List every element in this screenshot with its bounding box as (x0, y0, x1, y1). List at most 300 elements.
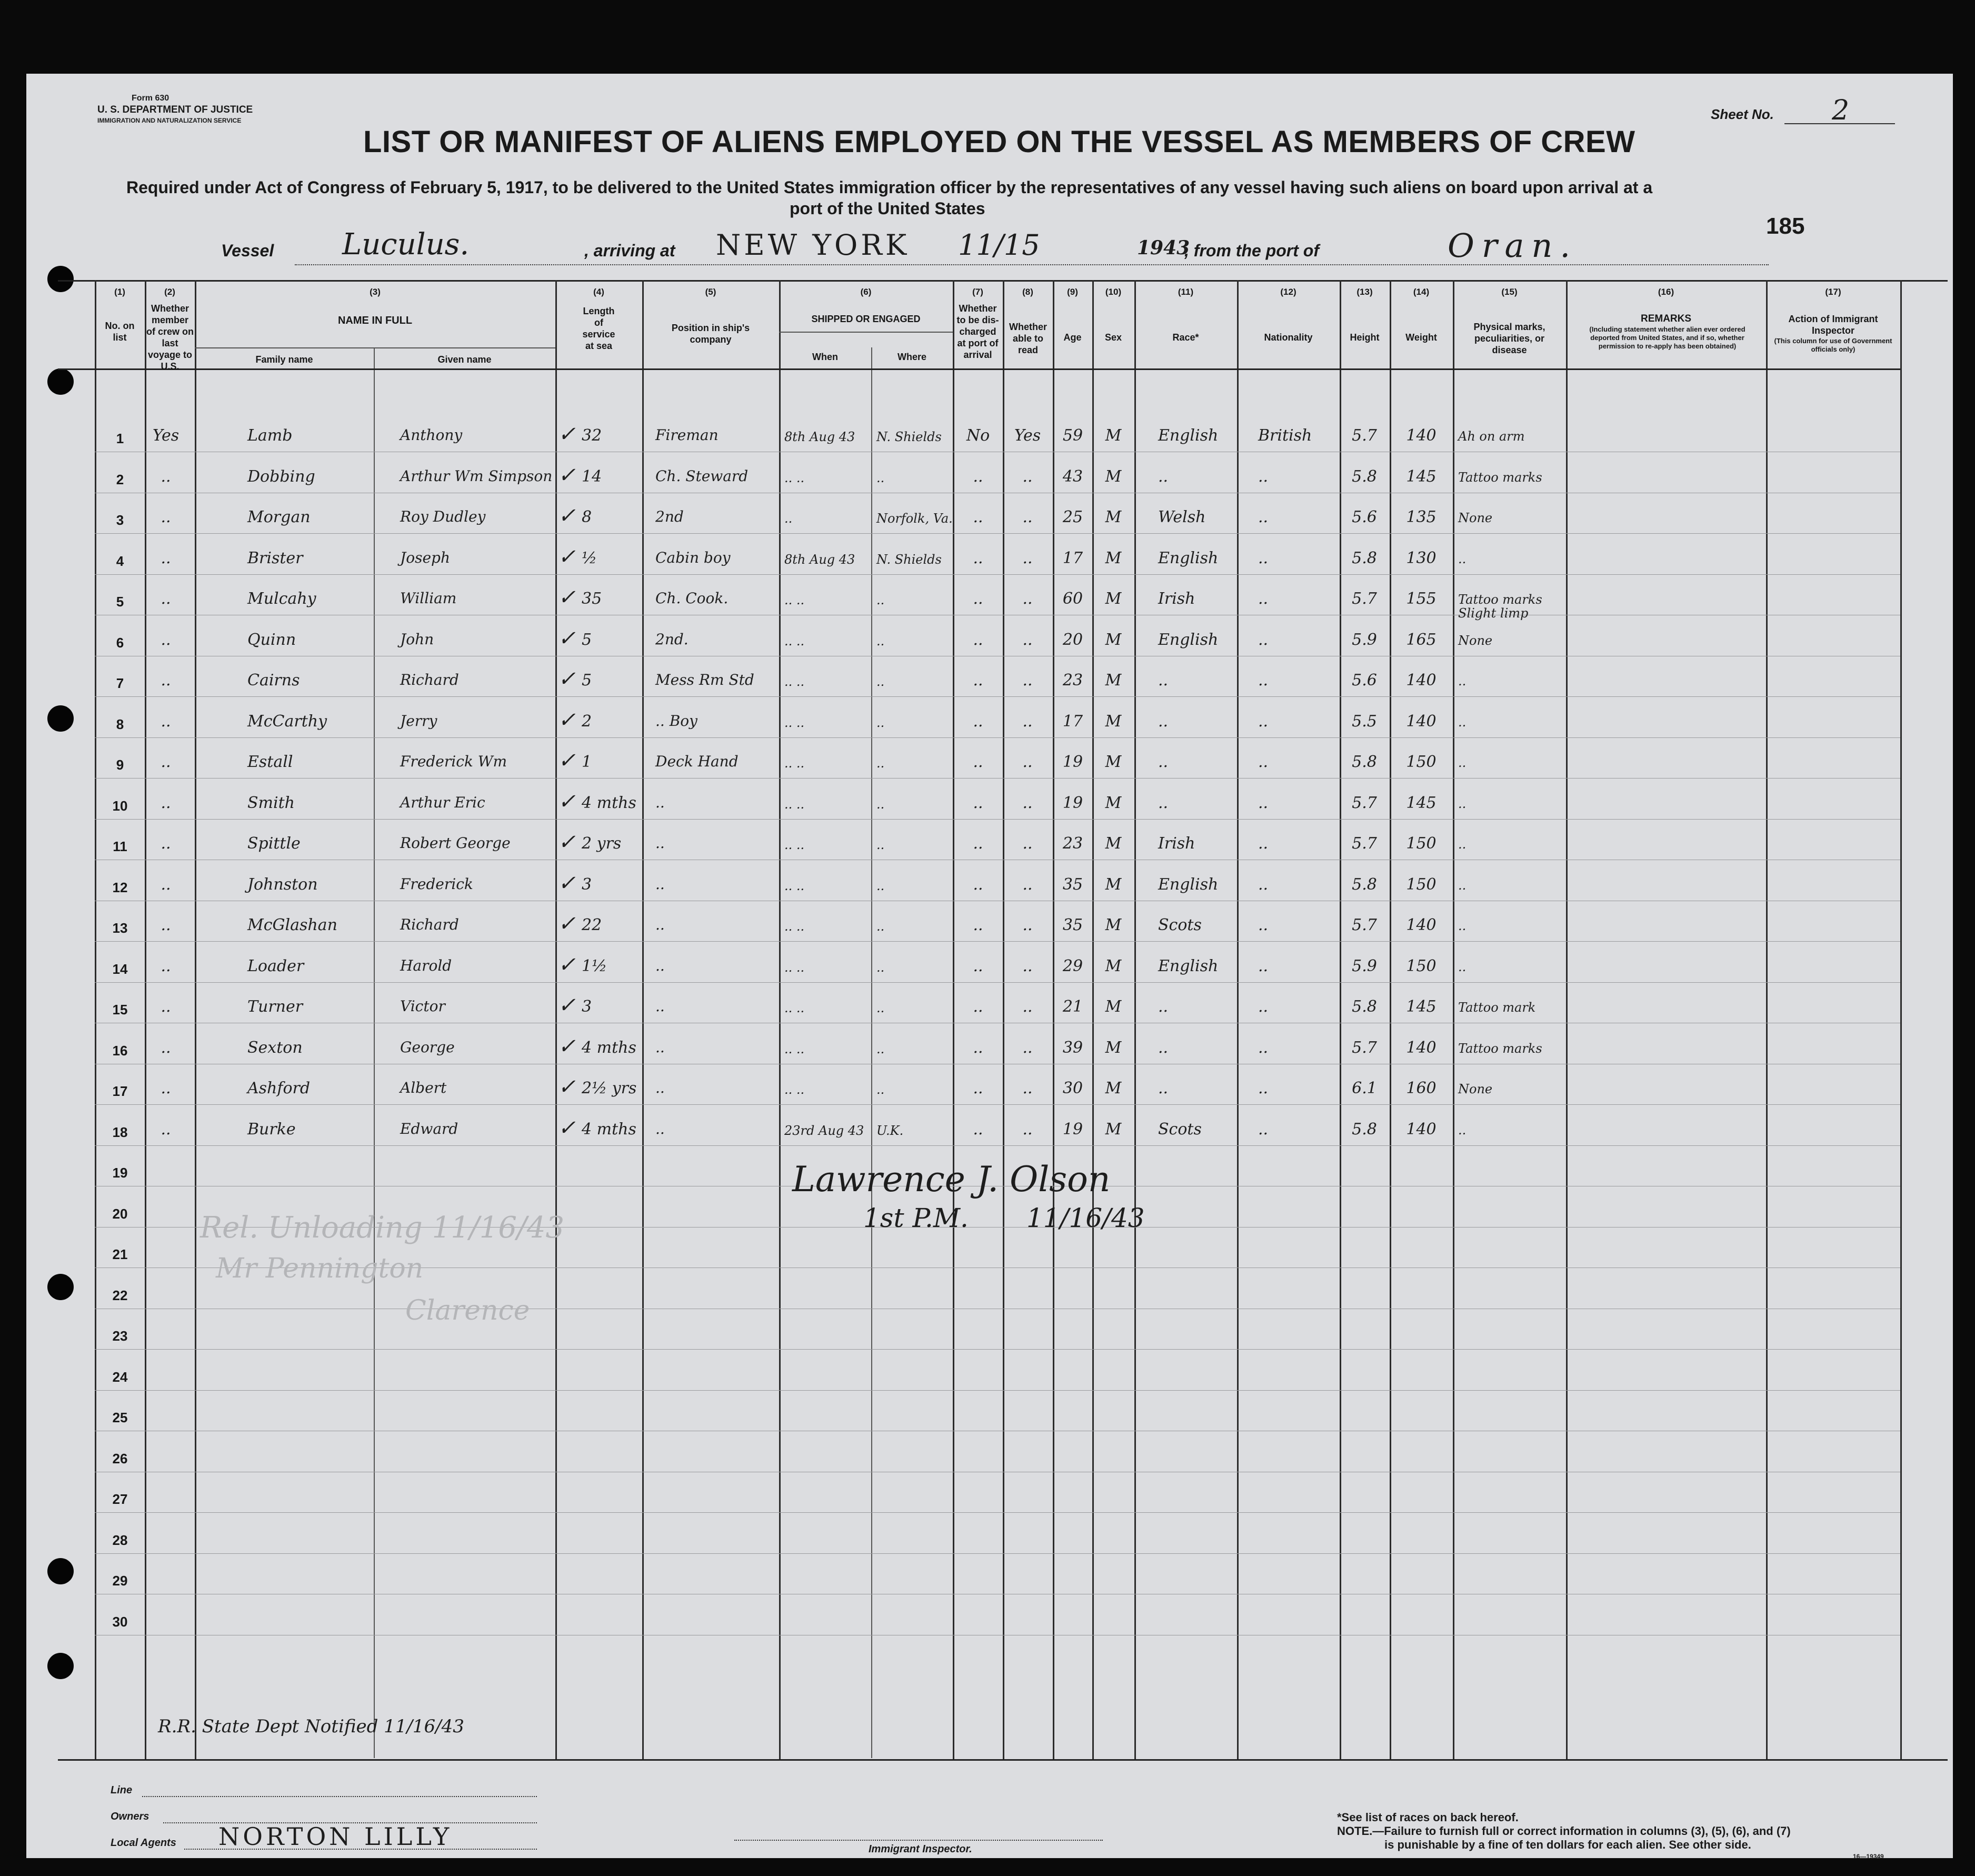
row-shipped-when: .. .. (784, 593, 805, 607)
row-able-to-read: .. (1022, 875, 1033, 894)
row-discharged: .. (973, 590, 983, 608)
subtitle-line-2: port of the United States (790, 199, 985, 218)
row-able-to-read: .. (1022, 753, 1033, 771)
row-shipped-when: .. .. (784, 919, 805, 934)
faded-note-line-3: Clarence (405, 1295, 530, 1326)
check-mark-icon: ✓ (558, 504, 576, 528)
row-age: 60 (1062, 590, 1083, 608)
row-last-voyage: .. (161, 467, 171, 486)
row-given-name: Anthony (400, 426, 463, 444)
row-given-name: Joseph (400, 548, 450, 566)
row-given-name: Albert (400, 1079, 447, 1096)
col-header-given-name: Given name (437, 354, 492, 365)
row-position: Ch. Cook. (655, 590, 729, 607)
row-last-voyage: .. (161, 590, 171, 608)
check-mark-icon: ✓ (558, 707, 576, 732)
col-header-no-on-list: No. on list (105, 321, 135, 343)
row-physical-marks: .. (1458, 674, 1467, 688)
row-shipped-when: .. .. (784, 960, 805, 975)
row-last-voyage: .. (161, 834, 171, 853)
row-age: 59 (1062, 426, 1083, 445)
row-age: 35 (1062, 875, 1083, 894)
row-age: 19 (1062, 793, 1083, 812)
row-shipped-when: 23rd Aug 43 (784, 1123, 864, 1138)
row-nationality: .. (1258, 1038, 1269, 1057)
row-shipped-where: .. (876, 470, 885, 485)
row-nationality: .. (1258, 548, 1269, 567)
row-physical-marks: .. (1458, 714, 1467, 730)
row-nationality: .. (1258, 916, 1269, 934)
row-height: 5.7 (1352, 426, 1377, 445)
row-age: 25 (1062, 508, 1083, 526)
row-nationality: British (1258, 426, 1312, 445)
row-height: 5.5 (1352, 712, 1377, 731)
row-race: Scots (1158, 1120, 1202, 1139)
row-race: .. (1158, 712, 1169, 731)
row-age: 21 (1062, 997, 1083, 1016)
row-physical-marks: .. (1458, 837, 1467, 852)
row-weight: 135 (1406, 508, 1437, 526)
row-shipped-when: 8th Aug 43 (784, 430, 855, 444)
col-number-7: (7) (972, 287, 983, 297)
stamp-number: 185 (1766, 213, 1805, 239)
row-sex: M (1105, 712, 1122, 731)
row-nationality: .. (1258, 467, 1269, 486)
row-position: .. (655, 997, 665, 1015)
check-mark-icon: ✓ (558, 544, 576, 569)
row-last-voyage: .. (161, 753, 171, 771)
signature-title: 1st P.M. (863, 1203, 969, 1233)
row-sex: M (1105, 956, 1122, 975)
row-shipped-when: .. .. (784, 470, 805, 485)
row-service-length: 2 yrs (582, 834, 622, 853)
row-physical-marks: .. (1458, 796, 1467, 811)
row-family-name: Loader (247, 956, 304, 975)
row-race: Irish (1158, 590, 1195, 608)
row-able-to-read: .. (1022, 590, 1033, 608)
col-header-able-to-read: Whether able to read (1009, 322, 1047, 355)
row-sex: M (1105, 1079, 1122, 1097)
row-age: 20 (1062, 630, 1083, 649)
row-able-to-read: .. (1022, 916, 1033, 934)
row-race: .. (1158, 793, 1169, 812)
row-sex: M (1105, 753, 1122, 771)
row-given-name: Frederick Wm (400, 753, 507, 770)
row-shipped-when: .. .. (784, 715, 805, 730)
row-discharged: .. (973, 671, 983, 690)
row-service-length: 2 (582, 712, 592, 731)
row-shipped-when: 8th Aug 43 (784, 552, 855, 567)
vessel-name: Luculus. (342, 227, 470, 262)
col-header-physical-marks: Physical marks, peculiarities, or disease (1473, 322, 1545, 355)
row-nationality: .. (1258, 834, 1269, 853)
col-header-when: When (812, 352, 838, 362)
row-sex: M (1105, 916, 1122, 934)
row-nationality: .. (1258, 508, 1269, 526)
check-mark-icon: ✓ (558, 1034, 576, 1059)
arriving-label: , arriving at (584, 241, 675, 260)
col-number-3: (3) (370, 287, 381, 297)
row-position: .. (655, 1120, 665, 1137)
row-family-name: Cairns (247, 671, 300, 690)
row-position: .. (655, 1079, 665, 1096)
row-weight: 140 (1406, 1038, 1437, 1057)
row-weight: 145 (1406, 997, 1437, 1016)
row-able-to-read: .. (1022, 1038, 1033, 1057)
signature-date: 11/16/43 (1026, 1203, 1145, 1233)
row-age: 23 (1062, 671, 1083, 690)
form-code: 16—19349 (1853, 1853, 1884, 1860)
row-height: 6.1 (1352, 1079, 1377, 1097)
row-service-length: 8 (582, 508, 592, 526)
row-shipped-where: .. (876, 674, 885, 689)
row-number: 5 (116, 594, 124, 610)
row-discharged: .. (973, 753, 983, 771)
row-sex: M (1105, 834, 1122, 853)
row-discharged: .. (973, 997, 983, 1016)
row-able-to-read: .. (1022, 712, 1033, 731)
row-family-name: Spittle (247, 834, 301, 853)
row-family-name: Burke (247, 1120, 296, 1139)
row-discharged: No (966, 426, 990, 445)
row-number: 18 (112, 1124, 128, 1140)
row-number: 24 (112, 1369, 128, 1385)
row-race: English (1158, 426, 1219, 445)
row-weight: 140 (1406, 916, 1437, 934)
row-shipped-where: Norfolk, Va. (876, 511, 953, 526)
sheet-number: 2 (1832, 95, 1850, 126)
col-number-2: (2) (164, 287, 175, 297)
row-given-name: Richard (400, 916, 459, 933)
col-header-length-of-service: Length of service at sea (582, 306, 615, 351)
row-sex: M (1105, 508, 1122, 526)
check-mark-icon: ✓ (558, 993, 576, 1017)
row-sex: M (1105, 1120, 1122, 1139)
check-mark-icon: ✓ (558, 463, 576, 487)
row-race: English (1158, 630, 1219, 649)
col-number-5: (5) (705, 287, 716, 297)
col-header-inspector-action: Action of Immigrant Inspector (1788, 314, 1878, 336)
punch-hole (47, 1274, 74, 1300)
row-discharged: .. (973, 916, 983, 934)
col-header-nationality: Nationality (1264, 332, 1313, 343)
row-able-to-read: .. (1022, 467, 1033, 486)
row-weight: 155 (1406, 590, 1437, 608)
row-sex: M (1105, 630, 1122, 649)
row-discharged: .. (973, 712, 983, 731)
row-given-name: George (400, 1038, 455, 1056)
col-header-family-name: Family name (255, 354, 313, 365)
row-weight: 140 (1406, 426, 1437, 445)
check-mark-icon: ✓ (558, 749, 576, 773)
check-mark-icon: ✓ (558, 422, 576, 446)
row-age: 29 (1062, 956, 1083, 975)
row-service-length: 1 (582, 753, 592, 771)
row-weight: 150 (1406, 753, 1437, 771)
punch-hole (47, 1558, 74, 1584)
row-discharged: .. (973, 834, 983, 853)
row-height: 5.8 (1352, 997, 1377, 1016)
row-service-length: 4 mths (582, 793, 636, 812)
col-number-4: (4) (593, 287, 604, 297)
row-given-name: Richard (400, 671, 459, 688)
row-sex: M (1105, 426, 1122, 445)
row-age: 17 (1062, 712, 1083, 731)
row-height: 5.8 (1352, 548, 1377, 567)
row-sex: M (1105, 548, 1122, 567)
row-age: 17 (1062, 548, 1083, 567)
row-weight: 140 (1406, 671, 1437, 690)
row-able-to-read: .. (1022, 834, 1033, 853)
row-last-voyage: .. (161, 630, 171, 649)
row-service-length: 22 (582, 916, 602, 934)
col-header-discharged: Whether to be dis-charged at port of arrival (956, 303, 999, 360)
row-family-name: McGlashan (247, 916, 337, 934)
row-number: 2 (116, 471, 124, 487)
col-number-13: (13) (1356, 287, 1373, 297)
row-number: 12 (112, 879, 128, 895)
col-header-race: Race* (1172, 332, 1199, 343)
row-nationality: .. (1258, 956, 1269, 975)
row-height: 5.7 (1352, 916, 1377, 934)
row-given-name: Arthur Wm Simpson (400, 467, 553, 485)
row-given-name: John (400, 630, 434, 648)
row-sex: M (1105, 671, 1122, 690)
row-number: 3 (116, 512, 124, 528)
row-nationality: .. (1258, 712, 1269, 731)
col-number-17: (17) (1825, 287, 1841, 297)
check-mark-icon: ✓ (558, 1075, 576, 1099)
row-height: 5.8 (1352, 467, 1377, 486)
col-number-12: (12) (1280, 287, 1296, 297)
row-shipped-where: .. (876, 837, 885, 852)
row-last-voyage: .. (161, 956, 171, 975)
row-position: .. (655, 956, 665, 974)
row-family-name: Sexton (247, 1038, 303, 1057)
row-able-to-read: .. (1022, 956, 1033, 975)
row-sex: M (1105, 793, 1122, 812)
col-header-where: Where (897, 352, 926, 362)
row-discharged: .. (973, 956, 983, 975)
row-able-to-read: .. (1022, 793, 1033, 812)
row-age: 35 (1062, 916, 1083, 934)
row-weight: 140 (1406, 1120, 1437, 1139)
row-shipped-when: .. .. (784, 1041, 805, 1056)
row-race: English (1158, 956, 1219, 975)
line-label: Line (111, 1784, 133, 1796)
row-nationality: .. (1258, 1120, 1269, 1139)
row-position: .. (655, 916, 665, 933)
check-mark-icon: ✓ (558, 912, 576, 936)
row-last-voyage: .. (161, 671, 171, 690)
row-shipped-where: .. (876, 633, 885, 648)
row-position: Cabin boy (655, 548, 731, 566)
row-weight: 145 (1406, 467, 1437, 486)
row-discharged: .. (973, 630, 983, 649)
row-physical-marks: Tattoo marks (1458, 470, 1542, 485)
row-service-length: 1½ (582, 956, 607, 975)
row-weight: 130 (1406, 548, 1437, 567)
row-race: .. (1158, 753, 1169, 771)
row-shipped-when: .. .. (784, 756, 805, 771)
row-able-to-read: .. (1022, 630, 1033, 649)
row-height: 5.9 (1352, 956, 1377, 975)
row-number: 15 (112, 1002, 128, 1017)
col-number-9: (9) (1067, 287, 1078, 297)
row-family-name: Dobbing (247, 467, 315, 486)
row-service-length: ½ (582, 548, 597, 567)
row-shipped-when: .. (784, 511, 793, 526)
row-sex: M (1105, 1038, 1122, 1057)
col-number-1: (1) (114, 287, 125, 297)
penalty-note-line-2: is punishable by a fine of ten dollars for each alien. See other side. (1384, 1838, 1751, 1851)
manifest-sheet (26, 74, 1953, 1858)
row-number: 13 (112, 920, 128, 936)
row-discharged: .. (973, 1079, 983, 1097)
row-number: 9 (116, 757, 124, 773)
row-number: 25 (112, 1410, 128, 1425)
row-service-length: 2½ yrs (582, 1079, 637, 1097)
row-race: .. (1158, 1079, 1169, 1097)
row-given-name: Arthur Eric (400, 793, 485, 811)
row-sex: M (1105, 997, 1122, 1016)
row-race: .. (1158, 997, 1169, 1016)
row-able-to-read: .. (1022, 548, 1033, 567)
row-shipped-where: .. (876, 960, 885, 975)
row-discharged: .. (973, 793, 983, 812)
punch-hole (47, 266, 74, 292)
col-header-inspector-note: (This column for use of Government officials only) (1774, 337, 1892, 353)
row-weight: 165 (1406, 630, 1437, 649)
row-race: Scots (1158, 916, 1202, 934)
row-shipped-where: N. Shields (876, 430, 942, 444)
row-service-length: 3 (582, 875, 592, 894)
row-position: .. (655, 834, 665, 852)
col-number-11: (11) (1178, 287, 1194, 297)
service-name: IMMIGRATION AND NATURALIZATION SERVICE (97, 117, 242, 124)
signature-name: Lawrence J. Olson (792, 1159, 1111, 1200)
col-header-height: Height (1350, 332, 1380, 343)
row-race: .. (1158, 671, 1169, 690)
row-shipped-when: .. .. (784, 796, 805, 812)
row-family-name: Turner (247, 997, 303, 1016)
row-sex: M (1105, 590, 1122, 608)
row-able-to-read: .. (1022, 508, 1033, 526)
row-height: 5.8 (1352, 1120, 1377, 1139)
row-position: .. Boy (655, 712, 697, 730)
row-number: 11 (113, 839, 127, 854)
row-family-name: Morgan (247, 508, 311, 526)
row-physical-marks: Tattoo marks (1458, 1041, 1542, 1056)
row-physical-marks: None (1458, 633, 1493, 648)
col-header-remarks-note: (Including statement whether alien ever ordered deported from United States, and if so, whether permission to re-apply has been obtained) (1589, 325, 1745, 350)
arriving-port: NEW YORK (716, 228, 910, 262)
row-given-name: Edward (400, 1120, 458, 1137)
row-weight: 160 (1406, 1079, 1437, 1097)
row-nationality: .. (1258, 630, 1269, 649)
row-physical-marks: .. (1458, 959, 1467, 974)
col-number-16: (16) (1658, 287, 1674, 297)
col-header-sex: Sex (1104, 332, 1122, 343)
col-number-15: (15) (1501, 287, 1518, 297)
row-height: 5.7 (1352, 793, 1377, 812)
row-shipped-when: .. .. (784, 674, 805, 689)
row-physical-marks: None (1458, 511, 1493, 525)
faded-note-line-2: Mr Pennington (216, 1253, 424, 1284)
col-number-8: (8) (1022, 287, 1033, 297)
faded-note-line-1: Rel. Unloading 11/16/43 (200, 1211, 565, 1245)
row-position: Mess Rm Std (655, 671, 754, 688)
row-given-name: Roy Dudley (400, 508, 486, 525)
page-title: LIST OR MANIFEST OF ALIENS EMPLOYED ON THE VESSEL AS MEMBERS OF CREW (363, 125, 1635, 159)
row-nationality: .. (1258, 793, 1269, 812)
row-shipped-where: .. (876, 756, 885, 771)
row-number: 7 (116, 675, 124, 691)
row-race: English (1158, 875, 1219, 894)
row-family-name: Johnston (247, 875, 318, 894)
arrival-date: 11/15 (958, 228, 1040, 262)
check-mark-icon: ✓ (558, 626, 576, 651)
row-family-name: Ashford (247, 1079, 311, 1097)
row-service-length: 35 (582, 590, 602, 608)
row-shipped-where: N. Shields (876, 552, 942, 567)
row-last-voyage: .. (161, 1120, 171, 1139)
row-height: 5.8 (1352, 875, 1377, 894)
row-given-name: Frederick (400, 875, 473, 893)
row-number: 4 (116, 553, 124, 569)
row-number: 30 (112, 1613, 128, 1630)
penalty-note-line-1: NOTE.—Failure to furnish full or correct information in columns (3), (5), (6), and (7) (1337, 1824, 1791, 1838)
subtitle-line-1: Required under Act of Congress of February 5, 1917, to be delivered to the United States immigration officer by the representatives of any vessel having such aliens on board upon arrival at a (126, 178, 1653, 197)
row-number: 8 (116, 716, 124, 732)
row-age: 30 (1062, 1079, 1083, 1097)
row-number: 22 (112, 1287, 128, 1303)
col-header-last-voyage: Whether member of crew on last voyage to U.S. (146, 303, 194, 372)
col-header-remarks: REMARKS (1640, 313, 1692, 324)
row-service-length: 3 (582, 997, 592, 1016)
row-discharged: .. (973, 1038, 983, 1057)
col-header-position: Position in ship's company (671, 323, 750, 345)
check-mark-icon: ✓ (558, 952, 576, 977)
state-dept-note: R.R. State Dept Notified 11/16/43 (158, 1716, 464, 1737)
arrival-year: 1943 (1137, 237, 1190, 259)
row-sex: M (1105, 875, 1122, 894)
row-last-voyage: .. (161, 793, 171, 812)
local-agents-value: NORTON LILLY (218, 1822, 453, 1851)
row-service-length: 5 (582, 671, 592, 690)
row-able-to-read: .. (1022, 671, 1033, 690)
col-number-10: (10) (1105, 287, 1122, 297)
row-number: 14 (112, 961, 128, 977)
row-service-length: 32 (582, 426, 602, 445)
row-able-to-read: .. (1022, 997, 1033, 1016)
row-shipped-where: .. (876, 1082, 885, 1097)
from-port: Oran. (1448, 226, 1578, 265)
check-mark-icon: ✓ (558, 1115, 576, 1140)
row-race: .. (1158, 467, 1169, 486)
row-number: 19 (112, 1165, 128, 1181)
form-number: Form 630 (132, 94, 169, 103)
sheet-label: Sheet No. (1711, 106, 1774, 122)
row-height: 5.6 (1352, 508, 1377, 526)
row-service-length: 14 (582, 467, 602, 486)
row-shipped-where: .. (876, 715, 885, 730)
row-given-name: William (400, 590, 457, 607)
punch-hole (47, 705, 74, 732)
row-race: .. (1158, 1038, 1169, 1057)
row-given-name: Jerry (400, 712, 437, 730)
check-mark-icon: ✓ (558, 830, 576, 854)
